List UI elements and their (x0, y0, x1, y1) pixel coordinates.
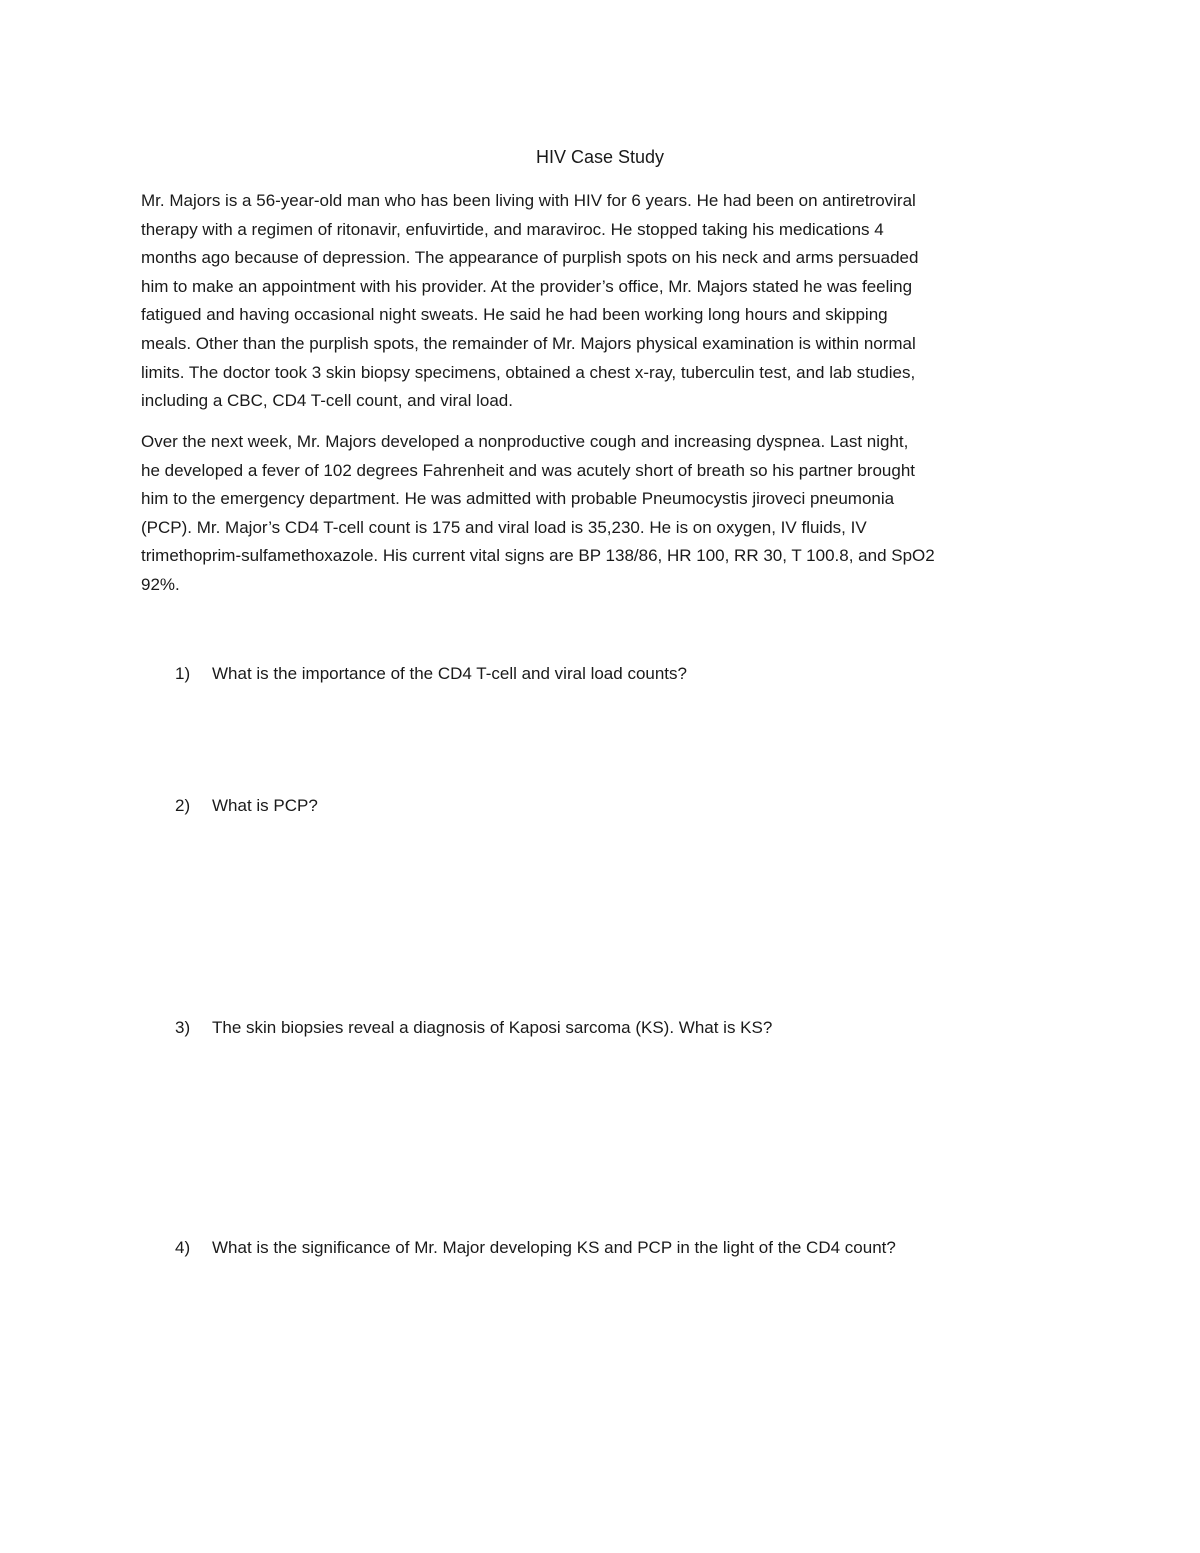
paragraph-line: 92%. (141, 574, 180, 594)
question-number: 4) (175, 1238, 191, 1257)
question-text: What is the importance of the CD4 T-cell and viral load counts? (212, 664, 687, 683)
paragraph-line: limits. The doctor took 3 skin biopsy specimens, obtained a chest x-ray, tuberculin test, and lab studies, (141, 362, 916, 382)
paragraph-line: fatigued and having occasional night sweats. He said he had been working long hours and skipping (141, 305, 888, 325)
question-text: What is the significance of Mr. Major developing KS and PCP in the light of the CD4 count? (212, 1238, 896, 1257)
question-3 (175, 1016, 1055, 1040)
case-paragraph-2 (141, 428, 1061, 600)
case-paragraph-1 (141, 187, 1061, 416)
question-1 (175, 662, 1055, 686)
paragraph-line: meals. Other than the purplish spots, the remainder of Mr. Majors physical examination is within normal (141, 333, 916, 353)
question-text: What is PCP? (212, 796, 318, 815)
paragraph-line: him to make an appointment with his provider. At the provider’s office, Mr. Majors stated he was feeling (141, 276, 913, 296)
paragraph-line: including a CBC, CD4 T-cell count, and viral load. (141, 391, 513, 411)
question-number: 3) (175, 1018, 191, 1037)
question-text: The skin biopsies reveal a diagnosis of Kaposi sarcoma (KS). What is KS? (212, 1018, 773, 1037)
question-number: 2) (175, 796, 191, 815)
paragraph-line: him to the emergency department. He was admitted with probable Pneumocystis jiroveci pneumonia (141, 489, 895, 509)
document-title: HIV Case Study (535, 147, 665, 167)
paragraph-line: (PCP). Mr. Major’s CD4 T-cell count is 175 and viral load is 35,230. He is on oxygen, IV fluids, IV (141, 517, 867, 537)
paragraph-line: months ago because of depression. The appearance of purplish spots on his neck and arms persuaded (141, 248, 919, 268)
question-number: 1) (175, 664, 191, 683)
question-2 (175, 794, 1055, 818)
paragraph-line: Mr. Majors is a 56-year-old man who has been living with HIV for 6 years. He had been on antiretroviral (141, 191, 916, 210)
question-4 (175, 1236, 1055, 1260)
paragraph-line: trimethoprim-sulfamethoxazole. His current vital signs are BP 138/86, HR 100, RR 30, T 100.8, and SpO2 (141, 546, 935, 566)
paragraph-line: Over the next week, Mr. Majors developed a nonproductive cough and increasing dyspnea. Last night, (141, 432, 909, 451)
paragraph-line: therapy with a regimen of ritonavir, enfuvirtide, and maraviroc. He stopped taking his medications 4 (141, 219, 884, 239)
paragraph-line: he developed a fever of 102 degrees Fahrenheit and was acutely short of breath so his partner brought (141, 460, 915, 480)
